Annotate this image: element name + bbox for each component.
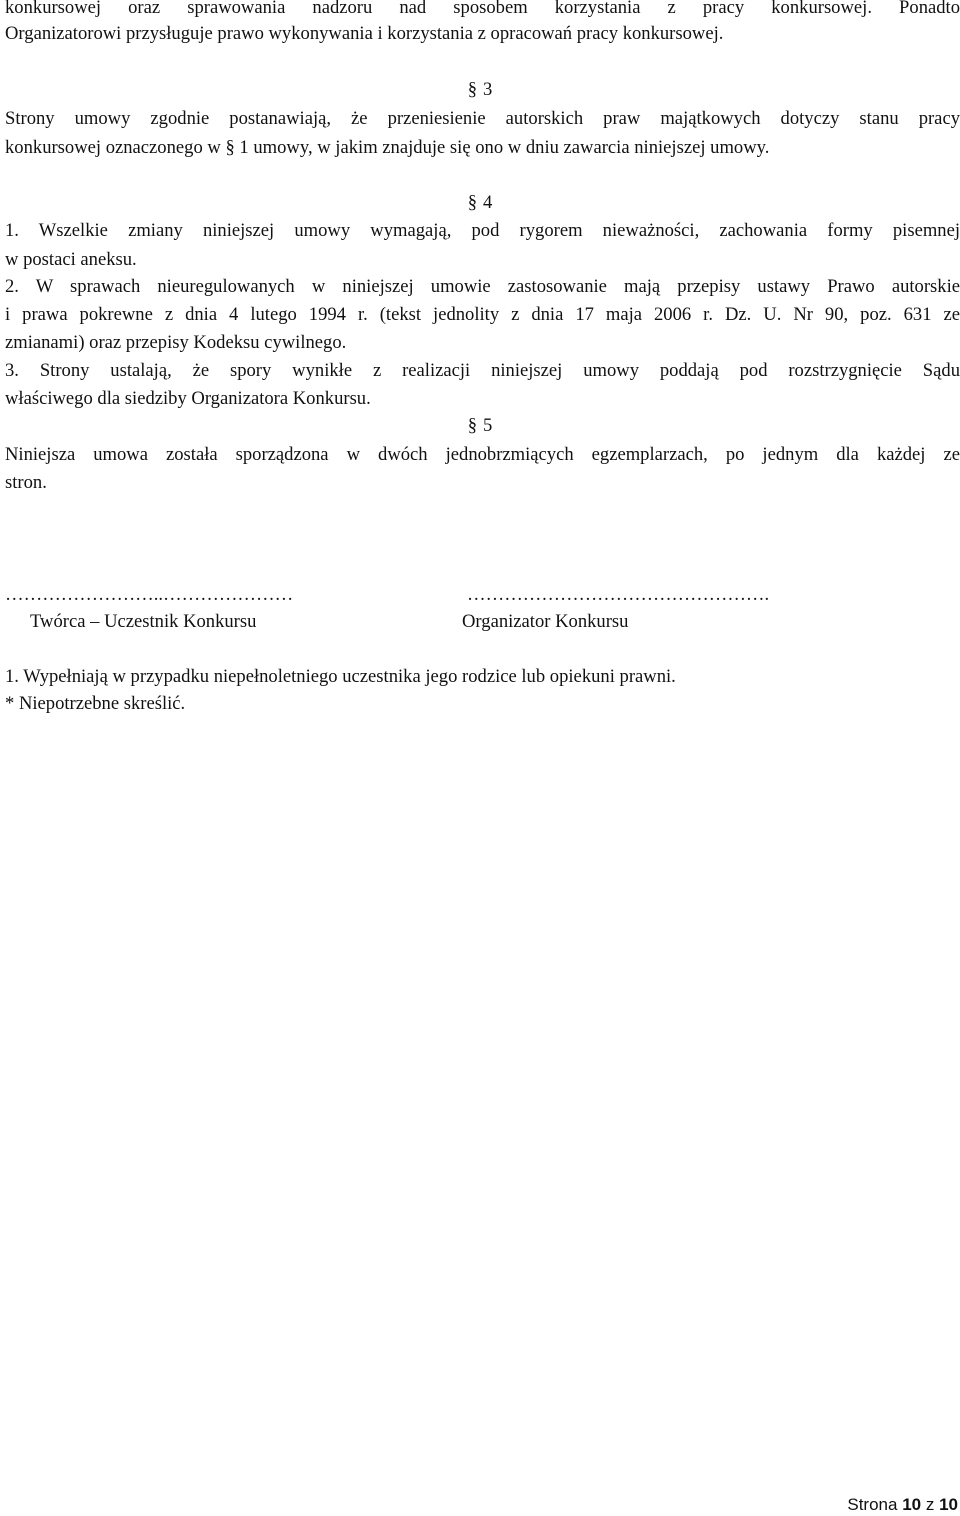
signature-label-right: Organizator Konkursu (462, 611, 629, 632)
signature-label-left: Twórca – Uczestnik Konkursu (30, 611, 257, 632)
page-of: z (925, 1495, 935, 1514)
section-sign: § (467, 79, 477, 100)
section-number: 4 (483, 192, 493, 213)
section-5-heading (0, 414, 960, 438)
paragraph-line: Organizatorowi przysługuje prawo wykonywania i korzystania z opracowań pracy konkursowej. (5, 23, 724, 44)
paragraph-line: i prawa pokrewne z dnia 4 lutego 1994 r. (tekst jednolity z dnia 17 maja 2006 r. Dz. U. Nr 90, poz. 631 ze (5, 304, 960, 325)
paragraph-line: 1. Wszelkie zmiany niniejszej umowy wymagają, pod rygorem nieważności, zachowania formy pisemnej (5, 220, 960, 241)
page-total: 10 (939, 1495, 958, 1514)
section-4-heading (0, 191, 960, 215)
signature-line-left: ……………………..………………… (5, 584, 294, 605)
page-current: 10 (902, 1495, 922, 1514)
paragraph-line: konkursowej oznaczonego w § 1 umowy, w jakim znajduje się ono w dniu zawarcia niniejszej umowy. (5, 137, 770, 158)
section-number: 3 (483, 79, 493, 100)
section-number: 5 (483, 415, 493, 436)
page-label: Strona (847, 1495, 898, 1514)
paragraph-line: 2. W sprawach nieuregulowanych w niniejszej umowie zastosowanie mają przepisy ustawy Prawo autorskie (5, 276, 960, 297)
signature-line-right: …………………………………………. (467, 584, 770, 605)
footnote: * Niepotrzebne skreślić. (5, 693, 186, 714)
paragraph-line: w postaci aneksu. (5, 249, 137, 270)
paragraph-line: Strony umowy zgodnie postanawiają, że przeniesienie autorskich praw majątkowych dotyczy stanu pracy (5, 108, 960, 129)
section-sign: § (467, 415, 477, 436)
page-number (847, 1494, 958, 1516)
paragraph-line: zmianami) oraz przepisy Kodeksu cywilnego. (5, 332, 347, 353)
footnote: 1. Wypełniają w przypadku niepełnoletniego uczestnika jego rodzice lub opiekuni prawni. (5, 666, 676, 687)
paragraph-line: Niniejsza umowa została sporządzona w dwóch jednobrzmiących egzemplarzach, po jednym dla każdej ze (5, 444, 960, 465)
paragraph-line: stron. (5, 472, 47, 493)
section-sign: § (467, 192, 477, 213)
paragraph-line: właściwego dla siedziby Organizatora Konkursu. (5, 388, 371, 409)
paragraph-line: 3. Strony ustalają, że spory wynikłe z realizacji niniejszej umowy poddają pod rozstrzygnięcie Sądu (5, 360, 960, 381)
paragraph-line: konkursowej oraz sprawowania nadzoru nad sposobem korzystania z pracy konkursowej. Ponadto (5, 0, 960, 18)
section-3-heading (0, 78, 960, 102)
